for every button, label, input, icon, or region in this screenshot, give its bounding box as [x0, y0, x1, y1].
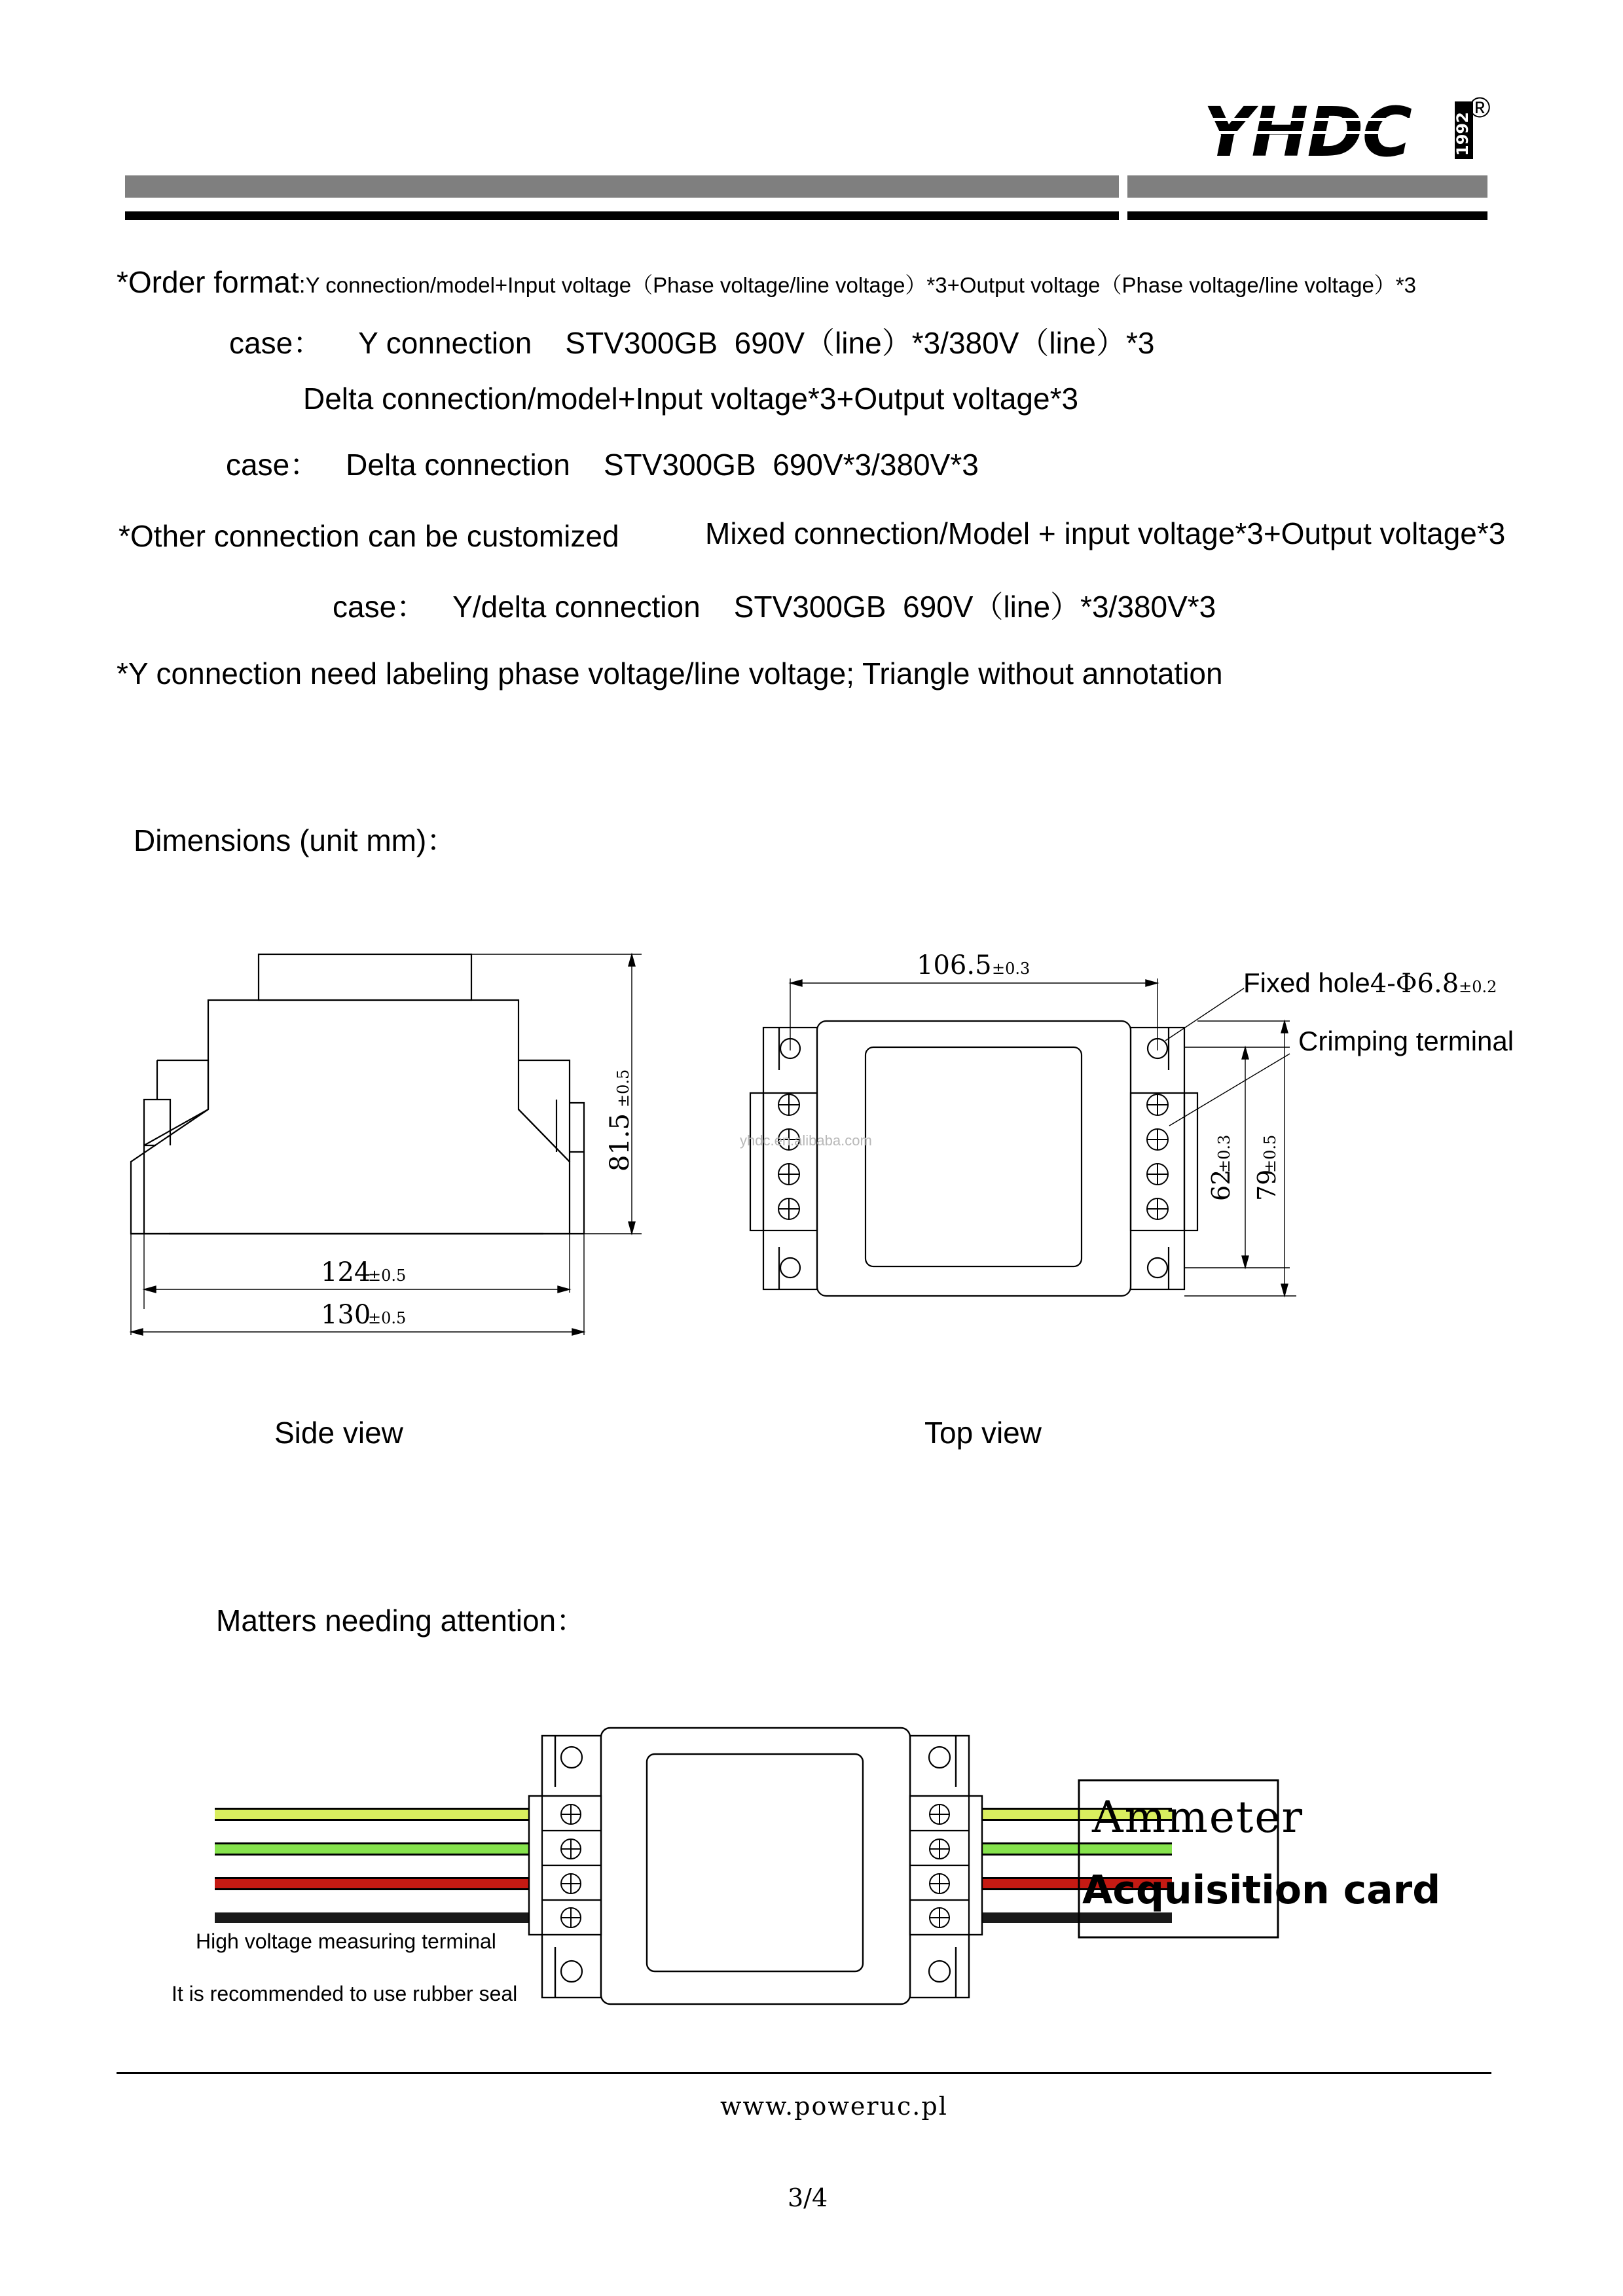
- footer-divider: [117, 2072, 1491, 2074]
- brand-year: 1992: [1453, 112, 1472, 156]
- acquisition-card-label: Acquisition card: [1082, 1867, 1441, 1913]
- top-view-label: Top view: [924, 1416, 1042, 1450]
- top-outer-height-value: 79: [1252, 1169, 1281, 1201]
- case-mixed-line: [333, 583, 1216, 626]
- case-delta-line: [226, 441, 979, 484]
- wire-input-4: [215, 1912, 581, 1923]
- wire-input-2: [215, 1844, 581, 1854]
- top-left-flange: [763, 1028, 817, 1289]
- crimping-terminal-label: Crimping terminal: [1298, 1026, 1514, 1056]
- delta-format-line: Delta connection/model+Input voltage*3+Output voltage*3: [303, 382, 1079, 416]
- top-view-inner-window: [866, 1047, 1082, 1266]
- dimensions-title: Dimensions (unit mm)：: [134, 823, 457, 857]
- side-width-inner-tol: ±0.5: [368, 1266, 407, 1285]
- order-format-label: *Order format: [117, 265, 299, 299]
- side-view-drawing: [124, 936, 661, 1342]
- mixed-format-text: Mixed connection/Model + input voltage*3+Output voltage*3: [705, 516, 1506, 550]
- watermark: yhdc.en.alibaba.com: [740, 1132, 872, 1149]
- case-label: case：: [333, 590, 427, 624]
- order-format-colon: :: [299, 271, 306, 298]
- diagram-inner-window: [647, 1754, 863, 1971]
- input-wires: [215, 1808, 581, 1923]
- registered-mark: ®: [1469, 92, 1491, 124]
- order-format-text: Y connection/model+Input voltage（Phase voltage/line voltage）*3+Output voltage（Phase voltage/line voltage）*3: [305, 273, 1416, 297]
- fixed-hole-tol: ±0.2: [1459, 978, 1497, 996]
- footer-website[interactable]: www.poweruc.pl: [720, 2092, 948, 2121]
- wire-input-3: [215, 1878, 581, 1889]
- case-mixed-text: Y/delta connection STV300GB 690V（line）*3/380V*3: [452, 590, 1216, 624]
- side-width-outer-tol: ±0.5: [368, 1309, 407, 1327]
- mounting-hole: [1148, 1258, 1167, 1278]
- top-outer-height-tol: ±0.5: [1261, 1134, 1279, 1173]
- top-inner-height-tol: ±0.3: [1215, 1134, 1233, 1173]
- side-height-value: 81.5: [605, 1113, 635, 1172]
- side-width-outer-value: 130: [321, 1300, 371, 1330]
- rubber-seal-label: It is recommended to use rubber seal: [172, 1982, 518, 2005]
- fixed-hole-callout: [1243, 967, 1497, 999]
- side-view-label: Side view: [274, 1416, 403, 1450]
- top-view-body: [817, 1021, 1131, 1296]
- order-format-line: [117, 264, 1416, 300]
- case-y-line: [229, 319, 1154, 363]
- fixed-hole-spec: 4-Φ6.8: [1370, 969, 1459, 999]
- case-delta-text: Delta connection STV300GB 690V*3/380V*3: [346, 448, 979, 482]
- ammeter-label: Ammeter: [1092, 1792, 1304, 1842]
- side-view-top-cap: [259, 954, 471, 1000]
- fixed-hole-label: Fixed hole: [1243, 967, 1370, 998]
- side-width-inner-value: 124: [321, 1257, 371, 1287]
- wiring-diagram: [210, 1721, 1309, 2009]
- y-connection-note: *Y connection need labeling phase voltage/line voltage; Triangle without annotation: [117, 656, 1223, 691]
- brand-logo: [1203, 98, 1478, 164]
- other-connection-note: *Other connection can be customized: [119, 519, 619, 553]
- top-hole-spacing-value: 106.5: [917, 950, 992, 980]
- mounting-hole: [780, 1258, 800, 1278]
- side-view-right-flange: [519, 1060, 584, 1234]
- top-hole-spacing-tol: ±0.3: [992, 960, 1030, 978]
- case-label: case：: [229, 326, 323, 360]
- side-view-body: [131, 1000, 570, 1234]
- case-label: case：: [226, 448, 320, 482]
- header-bar-grey-right: [1127, 175, 1487, 198]
- top-right-flange: [1131, 1028, 1184, 1289]
- header-bar-black-right: [1127, 211, 1487, 220]
- right-terminal-screws: [1147, 1094, 1168, 1219]
- side-height-tol: ±0.5: [614, 1069, 632, 1107]
- page-number: 3/4: [788, 2183, 828, 2212]
- case-y-text: Y connection STV300GB 690V（line）*3/380V（line）*3: [358, 326, 1155, 360]
- hv-terminal-label: High voltage measuring terminal: [196, 1929, 496, 1953]
- attention-title: Matters needing attention：: [216, 1604, 587, 1638]
- left-terminal-screws: [778, 1094, 799, 1219]
- wire-input-1: [215, 1809, 581, 1820]
- header-bar-grey-left: [125, 175, 1119, 198]
- top-inner-height-value: 62: [1207, 1169, 1235, 1201]
- header-bar-black-left: [125, 211, 1119, 220]
